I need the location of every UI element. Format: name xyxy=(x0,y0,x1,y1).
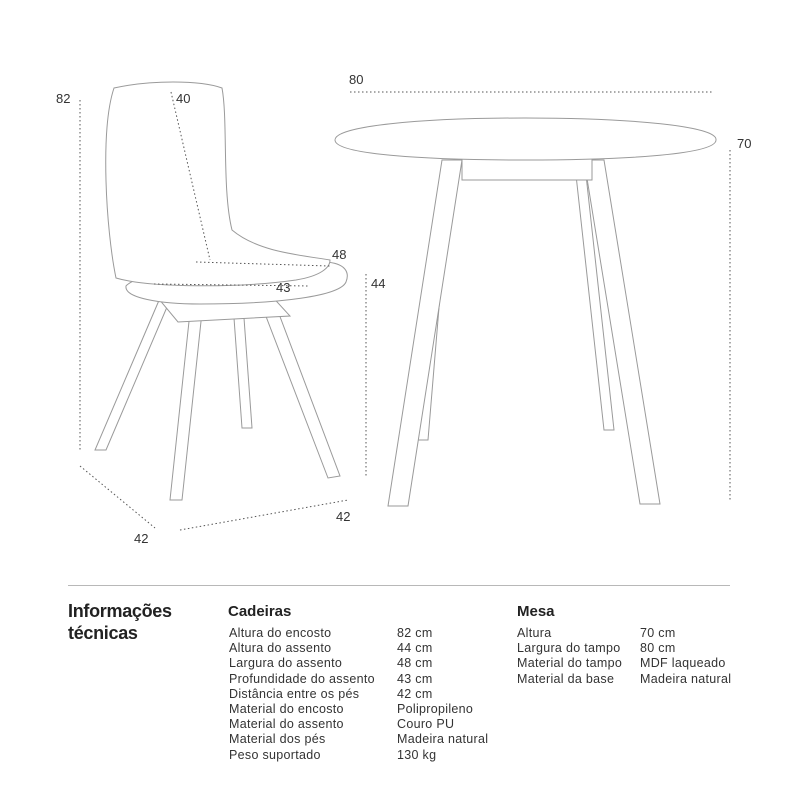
table-top xyxy=(335,118,716,160)
chair-back-right-leg xyxy=(234,318,252,428)
chairs-spec-values xyxy=(397,626,488,763)
spec-label: Material do assento xyxy=(229,717,344,732)
spec-label: Altura do assento xyxy=(229,641,332,656)
table-apron xyxy=(462,158,592,180)
info-title-line2: técnicas xyxy=(68,623,138,643)
spec-value: 43 cm xyxy=(397,671,433,686)
spec-label: Largura do tampo xyxy=(517,641,621,656)
dim-chair-base-width: 42 xyxy=(336,509,351,524)
spec-value: 82 cm xyxy=(397,626,433,640)
chair-back-left-leg xyxy=(95,298,170,450)
table-spec-labels xyxy=(517,626,622,687)
spec-value: Madeira natural xyxy=(640,671,732,686)
chair-shell xyxy=(106,82,330,286)
spec-label: Material do encosto xyxy=(229,701,344,716)
dim-chair-seat-width: 43 xyxy=(276,280,291,295)
spec-value: 48 cm xyxy=(397,656,433,671)
spec-value: 44 cm xyxy=(397,641,433,656)
spec-label: Material do tampo xyxy=(517,656,623,671)
spec-value: MDF laqueado xyxy=(640,656,726,671)
spec-value: 70 cm xyxy=(640,626,676,640)
spec-label: Peso suportado xyxy=(229,747,321,762)
dim-chair-seat-width-top: 40 xyxy=(176,91,191,106)
table-heading: Mesa xyxy=(517,603,555,620)
spec-value: Couro PU xyxy=(397,717,455,732)
spec-value: 42 cm xyxy=(397,686,433,701)
info-title xyxy=(68,600,218,644)
chair-front-left-leg xyxy=(170,312,202,500)
table-spec-values xyxy=(640,626,731,687)
chair-front-right-leg xyxy=(262,306,340,478)
section-divider xyxy=(68,585,730,586)
dim-chair-base-depth: 42 xyxy=(134,531,149,546)
chairs-spec-labels xyxy=(229,626,375,763)
spec-label: Distância entre os pés xyxy=(229,686,360,701)
spec-label: Material dos pés xyxy=(229,732,326,747)
spec-label: Altura xyxy=(517,626,552,640)
dim-chair-back-height: 82 xyxy=(56,91,71,106)
spec-label: Largura do assento xyxy=(229,656,343,671)
spec-value: 130 kg xyxy=(397,747,437,762)
spec-value: Polipropileno xyxy=(397,701,474,716)
table-front-left-leg xyxy=(388,160,462,506)
spec-value: 80 cm xyxy=(640,641,676,656)
info-title-line1: Informações xyxy=(68,601,172,621)
spec-value: Madeira natural xyxy=(397,732,489,747)
spec-label: Profundidade do assento xyxy=(229,671,375,686)
spec-label: Material da base xyxy=(517,671,615,686)
spec-label: Altura do encosto xyxy=(229,626,332,640)
dim-table-height: 70 xyxy=(737,136,752,151)
dim-table-width: 80 xyxy=(349,72,364,87)
dim-chair-seat-depth: 48 xyxy=(332,247,347,262)
dim-chair-seat-height: 44 xyxy=(371,276,386,291)
chairs-heading: Cadeiras xyxy=(228,603,292,620)
